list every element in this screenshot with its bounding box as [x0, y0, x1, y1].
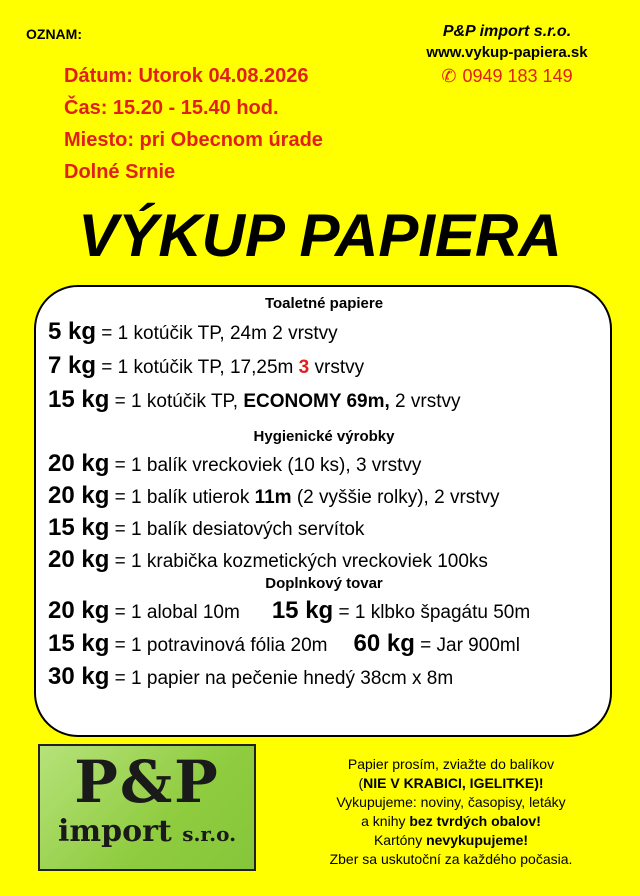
price-kg: 20 kg — [48, 597, 110, 624]
price-kg: 60 kg — [353, 630, 415, 657]
price-kg: 15 kg — [48, 386, 110, 413]
event-details — [64, 60, 323, 188]
price-row — [48, 350, 600, 384]
price-list-card — [34, 285, 612, 737]
price-kg: 20 kg — [48, 546, 110, 573]
notice-part: ( — [358, 775, 364, 791]
price-item: vrstvy — [309, 357, 365, 378]
price-highlight: ECONOMY 69m, — [243, 391, 390, 412]
logo-sro: s.r.o. — [182, 822, 237, 846]
logo-import — [40, 814, 254, 852]
company-logo — [38, 744, 256, 871]
price-highlight: 11m — [254, 487, 292, 508]
price-kg: 15 kg — [48, 630, 110, 657]
price-row — [48, 316, 600, 350]
notice-part: ! — [523, 832, 529, 848]
price-item: = 1 balík utierok — [109, 487, 255, 508]
company-phone[interactable] — [402, 64, 612, 88]
price-item: = 1 klbko špagátu 50m — [333, 602, 531, 623]
price-item: = 1 krabička kozmetických vreckoviek 100ks — [109, 551, 488, 572]
price-item: = 1 kotúčik TP, 17,25m — [96, 357, 299, 378]
price-kg: 20 kg — [48, 450, 110, 477]
price-item: (2 vyššie rolky), 2 vrstvy — [291, 487, 500, 508]
price-row — [48, 449, 600, 481]
logo-import-text: import — [57, 814, 172, 849]
notice-text — [282, 755, 620, 869]
date-line: Dátum: Utorok 04.08.2026 — [64, 65, 309, 87]
price-item: = 1 potravinová fólia 20m — [109, 635, 328, 656]
logo-pp: P&P — [74, 748, 220, 816]
place-line: Miesto: pri Obecnom úrade — [64, 129, 323, 151]
price-item: 2 vrstvy — [389, 391, 461, 412]
notice-part: )! — [534, 775, 544, 791]
company-info — [402, 22, 612, 88]
price-item: = 1 papier na pečenie hnedý 38cm x 8m — [109, 668, 454, 689]
price-row — [48, 481, 600, 513]
notice-part: a knihy — [361, 813, 410, 829]
price-kg: 5 kg — [48, 318, 97, 345]
notice-line: Zber sa uskutoční za každého počasia. — [329, 851, 573, 867]
page-title: VÝKUP PAPIERA — [78, 202, 562, 269]
notice-emphasis: bez tvrdých obalov — [409, 813, 537, 829]
price-row — [48, 628, 600, 661]
time-line: Čas: 15.20 - 15.40 hod. — [64, 97, 279, 119]
price-kg: 15 kg — [271, 597, 334, 624]
notice-line — [282, 812, 620, 831]
notice-emphasis: NIE V KRABICI, IGELITKE — [363, 775, 535, 791]
price-row — [48, 661, 600, 694]
notice-line: Papier prosím, zviažte do balíkov — [347, 756, 555, 772]
price-item: = 1 balík vreckoviek (10 ks), 3 vrstvy — [109, 455, 422, 476]
price-kg: 7 kg — [48, 352, 97, 379]
price-kg: 30 kg — [48, 663, 110, 690]
price-item: = 1 balík desiatových servítok — [109, 519, 365, 540]
price-row — [48, 384, 600, 418]
section-extra — [48, 573, 600, 694]
section-heading: Doplnkový tovar — [265, 575, 383, 592]
town-line: Dolné Srnie — [64, 161, 176, 183]
price-item: = 1 alobal 10m — [109, 602, 240, 623]
notice-line: Vykupujeme: noviny, časopisy, letáky — [336, 794, 566, 810]
company-website[interactable]: www.vykup-papiera.sk — [426, 44, 588, 61]
price-item: = 1 kotúčik TP, — [109, 391, 244, 412]
price-item: = 1 kotúčik TP, 24m 2 vrstvy — [96, 323, 338, 344]
price-row — [48, 595, 600, 628]
notice-part: ! — [536, 813, 541, 829]
price-row — [48, 513, 600, 545]
phone-icon: ✆ — [441, 66, 457, 86]
price-kg: 20 kg — [48, 482, 110, 509]
price-kg: 15 kg — [48, 514, 110, 541]
section-hygiene — [48, 425, 600, 577]
company-name: P&P import s.r.o. — [442, 23, 572, 40]
notice-line — [282, 774, 620, 793]
section-heading: Hygienické výrobky — [253, 428, 395, 445]
phone-number[interactable]: 0949 183 149 — [462, 66, 573, 86]
notice-line — [282, 831, 620, 850]
price-highlight: 3 — [298, 357, 310, 378]
notice-emphasis: nevykupujeme — [426, 832, 524, 848]
section-toilet — [48, 292, 600, 418]
notice-part: Kartóny — [373, 832, 427, 848]
oznam-label: OZNAM: — [26, 26, 82, 42]
section-heading: Toaletné papiere — [264, 295, 384, 312]
price-item: = Jar 900ml — [414, 635, 520, 656]
